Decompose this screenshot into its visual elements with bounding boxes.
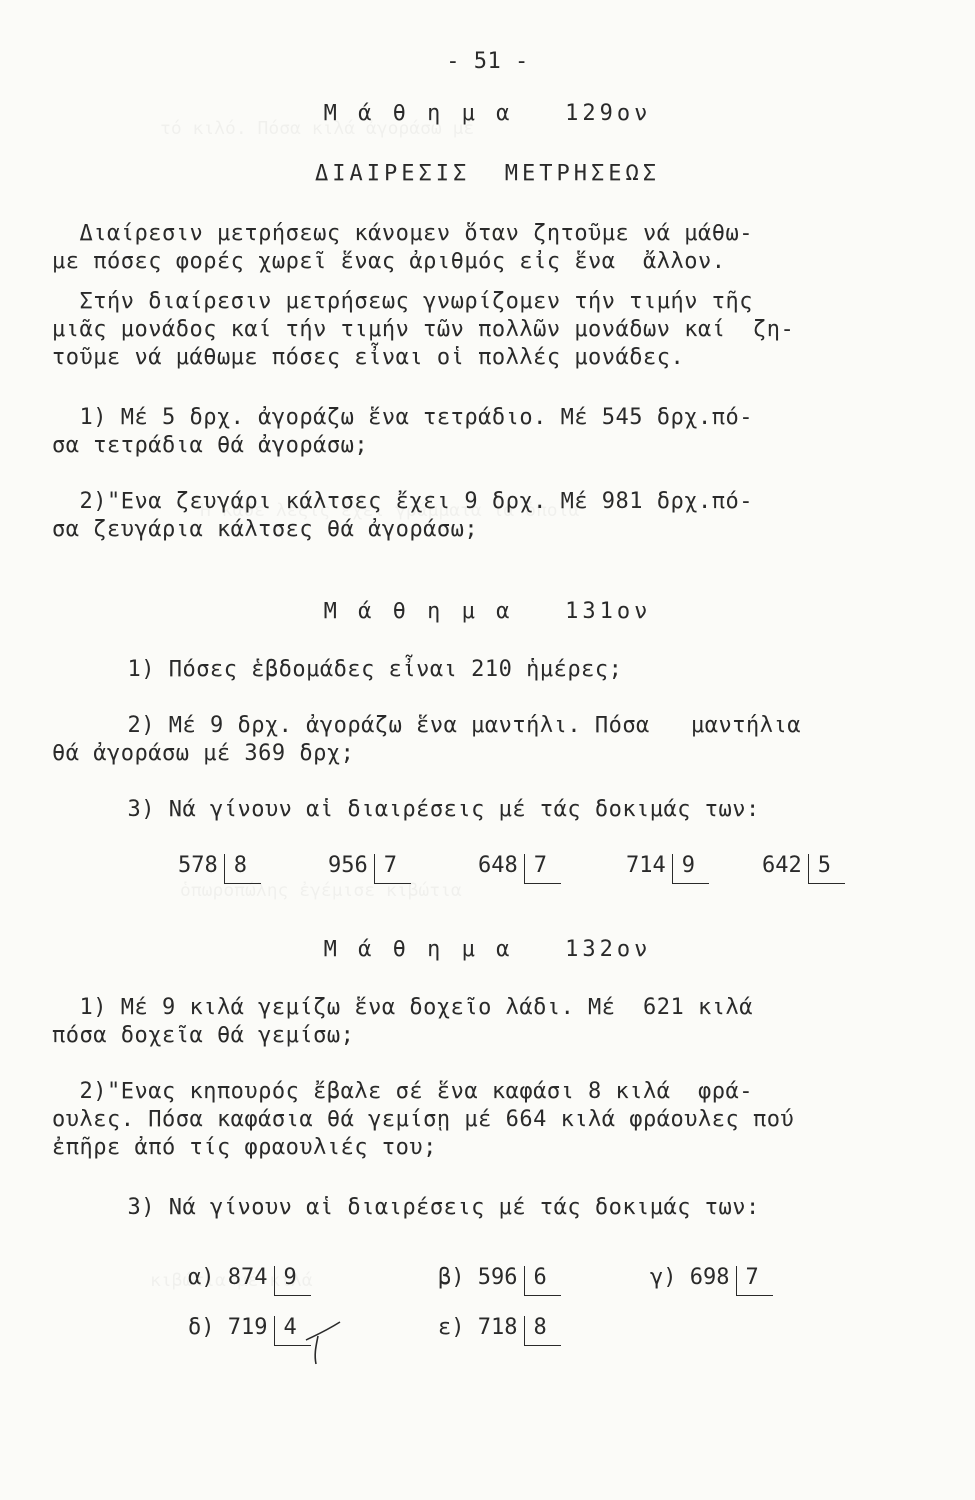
divisor: 7 bbox=[736, 1264, 759, 1292]
dividend: 698 bbox=[689, 1265, 730, 1290]
dividend: 719 bbox=[227, 1315, 268, 1340]
lesson-132-title: Μ ά θ η μ α 132ον bbox=[323, 937, 652, 962]
exercise-line: 1) Μέ 5 δρχ. ἀγοράζω ἕνα τετράδιο. Μέ 545 δρχ.πό- bbox=[52, 405, 754, 430]
divisor: 7 bbox=[374, 852, 397, 880]
exercise-line: θά ἀγοράσω μέ 369 δρχ; bbox=[52, 741, 355, 766]
paragraph-line: Στήν διαίρεσιν μετρήσεως γνωρίζομεν τήν τιμήν τῆς bbox=[52, 289, 754, 314]
division-problem bbox=[328, 852, 397, 880]
dividend: 596 bbox=[477, 1265, 518, 1290]
division-label: β) bbox=[438, 1265, 465, 1290]
exercise-line: 2)"Ενας κηπουρός ἔβαλε σέ ἕνα καφάσι 8 κιλά φρά- bbox=[52, 1079, 754, 1104]
division-label: ε) bbox=[438, 1315, 465, 1340]
page-number: - 51 - bbox=[446, 49, 529, 74]
handwritten-check-mark bbox=[302, 1318, 346, 1366]
exercise-line: σα ζευγάρια κάλτσες θά ἀγοράσω; bbox=[52, 517, 479, 542]
division-label: α) bbox=[188, 1265, 215, 1290]
divisor: 6 bbox=[524, 1264, 547, 1292]
division-problem bbox=[188, 1314, 297, 1342]
exercise-line: 1) Πόσες ἑβδομάδες εἶναι 210 ἡμέρες; bbox=[100, 657, 623, 682]
paragraph-line: Διαίρεσιν μετρήσεως κάνομεν ὅταν ζητοῦμε νά μάθω- bbox=[52, 221, 754, 246]
division-problem bbox=[188, 1264, 297, 1292]
divisor: 9 bbox=[672, 852, 695, 880]
division-problem bbox=[178, 852, 247, 880]
dividend: 956 bbox=[328, 853, 368, 878]
exercise-line: 1) Μέ 9 κιλά γεμίζω ἕνα δοχεῖο λάδι. Μέ 621 κιλά bbox=[52, 995, 754, 1020]
exercise-line: 3) Νά γίνουν αἱ διαιρέσεις μέ τάς δοκιμάς των: bbox=[100, 1195, 760, 1220]
division-problem bbox=[650, 1264, 759, 1292]
divisor: 7 bbox=[524, 852, 547, 880]
paragraph-line: με πόσες φορές χωρεῖ ἕνας ἀριθμός εἰς ἕνα ἄλλον. bbox=[52, 249, 726, 274]
paragraph-line: μιᾶς μονάδος καί τήν τιμήν τῶν πολλῶν μονάδων καί ζη- bbox=[52, 317, 795, 342]
paragraph-line: τοῦμε νά μάθωμε πόσες εἶναι οἱ πολλές μονάδες. bbox=[52, 345, 685, 370]
exercise-line: ουλες. Πόσα καφάσια θά γεμίσῃ μέ 664 κιλά φράουλες πού bbox=[52, 1107, 795, 1132]
dividend: 714 bbox=[626, 853, 666, 878]
division-problem bbox=[438, 1314, 547, 1342]
division-problem bbox=[626, 852, 695, 880]
exercise-line: 2) Μέ 9 δρχ. ἀγοράζω ἕνα μαντήλι. Πόσα μαντήλια bbox=[100, 713, 802, 738]
dividend: 874 bbox=[227, 1265, 268, 1290]
divisor: 4 bbox=[274, 1314, 297, 1342]
division-problem bbox=[762, 852, 831, 880]
bleed-through-text bbox=[180, 880, 462, 901]
exercise-line: σα τετράδια θά ἀγοράσω; bbox=[52, 433, 369, 458]
division-label: γ) bbox=[650, 1265, 677, 1290]
exercise-line: ἐπῆρε ἀπό τίς φραουλιές του; bbox=[52, 1135, 437, 1160]
dividend: 578 bbox=[178, 853, 218, 878]
lesson-129-subtitle: ΔΙΑΙΡΕΣΙΣ ΜΕΤΡΗΣΕΩΣ bbox=[315, 161, 660, 186]
exercise-line: 3) Νά γίνουν αἱ διαιρέσεις μέ τάς δοκιμάς των: bbox=[100, 797, 760, 822]
dividend: 642 bbox=[762, 853, 802, 878]
dividend: 718 bbox=[477, 1315, 518, 1340]
divisor: 9 bbox=[274, 1264, 297, 1292]
lesson-129-title: Μ ά θ η μ α 129ον bbox=[323, 101, 652, 126]
lesson-131-title: Μ ά θ η μ α 131ον bbox=[323, 599, 652, 624]
division-problem bbox=[438, 1264, 547, 1292]
dividend: 648 bbox=[478, 853, 518, 878]
divisor: 8 bbox=[524, 1314, 547, 1342]
division-label: δ) bbox=[188, 1315, 215, 1340]
exercise-line: πόσα δοχεῖα θά γεμίσω; bbox=[52, 1023, 355, 1048]
division-problem bbox=[478, 852, 547, 880]
divisor: 8 bbox=[224, 852, 247, 880]
exercise-line: 2)"Ενα ζευγάρι κάλτσες ἔχει 9 δρχ. Μέ 981 δρχ.πό- bbox=[52, 489, 754, 514]
divisor: 5 bbox=[808, 852, 831, 880]
